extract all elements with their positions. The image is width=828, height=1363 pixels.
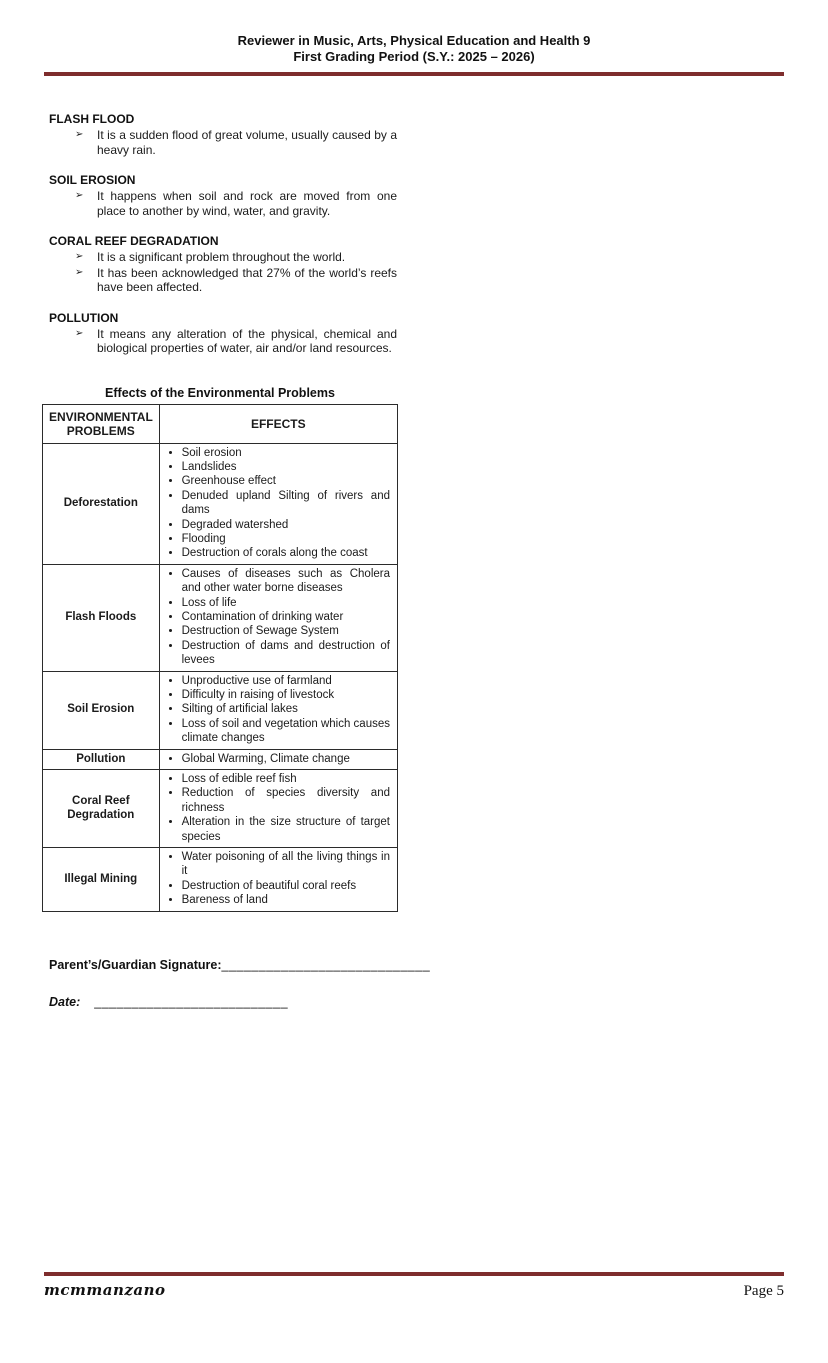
arrow-bullet-icon: ➢ (75, 266, 84, 278)
section-title: CORAL REEF DEGRADATION (49, 234, 219, 248)
effects-list (165, 567, 392, 668)
arrow-bullet-icon: ➢ (75, 327, 84, 339)
effects-list (165, 850, 392, 908)
signature-blank-line: ____________________________ (221, 957, 431, 972)
signature-label: Parent’s/Guardian Signature: (49, 957, 222, 972)
effects-table-section (0, 386, 828, 912)
table-head (43, 404, 398, 443)
footer-rule (44, 1272, 784, 1276)
effects-table (42, 404, 398, 912)
effect-item: • Loss of edible reef fish (182, 772, 392, 786)
page-number: Page 5 (743, 1283, 784, 1299)
effect-item: • Loss of soil and vegetation which causes climate changes (182, 717, 392, 746)
effect-item: • Greenhouse effect (182, 474, 392, 488)
section-title: SOIL EROSION (49, 173, 136, 187)
effects-cell (159, 770, 397, 848)
effect-item: • Destruction of Sewage System (182, 624, 392, 638)
effects-list (165, 772, 392, 844)
section-flash-flood (49, 112, 397, 157)
bullet-text: It has been acknowledged that 27% of the world’s reefs have been affected. (97, 265, 397, 294)
bullet-text: It happens when soil and rock are moved from one place to another by wind, water, and gravity. (97, 189, 397, 218)
column-header-problems: ENVIRONMENTAL PROBLEMS (43, 404, 160, 443)
date-label: Date: (49, 994, 81, 1009)
column-header-effects: EFFECTS (159, 404, 397, 443)
effect-item: • Reduction of species diversity and richness (182, 786, 392, 815)
table-row (43, 848, 398, 912)
problem-cell: Pollution (43, 749, 160, 769)
date-line (49, 995, 828, 1009)
bullet-point (49, 266, 397, 295)
table-row (43, 671, 398, 749)
effect-item: • Global Warming, Climate change (182, 752, 392, 766)
page-header (0, 0, 828, 65)
author-signature: mcmmanzano (44, 1281, 166, 1299)
effect-item: • Difficulty in raising of livestock (182, 688, 392, 702)
effects-cell (159, 671, 397, 749)
effect-item: • Alteration in the size structure of target species (182, 815, 392, 844)
effect-item: • Silting of artificial lakes (182, 702, 392, 716)
table-header-row (43, 404, 398, 443)
effect-item: • Unproductive use of farmland (182, 674, 392, 688)
section-title: FLASH FLOOD (49, 112, 135, 126)
document-content (49, 76, 397, 356)
bullet-text: It is a sudden flood of great volume, usually caused by a heavy rain. (97, 128, 397, 157)
effects-list (165, 674, 392, 746)
problem-cell: Flash Floods (43, 564, 160, 671)
arrow-bullet-icon: ➢ (75, 190, 84, 201)
arrow-bullet-icon: ➢ (75, 129, 84, 140)
page-footer (44, 1272, 784, 1300)
problem-cell: Deforestation (43, 443, 160, 564)
parent-signature-line (49, 958, 828, 972)
effects-list (165, 752, 392, 766)
table-row (43, 564, 398, 671)
effect-item: • Causes of diseases such as Cholera and other water borne diseases (182, 567, 392, 596)
table-title: Effects of the Environmental Problems (105, 385, 335, 400)
table-row (43, 770, 398, 848)
footer-row (44, 1281, 784, 1300)
bullet-text: It means any alteration of the physical, chemical and biological properties of water, air and/or land resources. (97, 326, 397, 355)
date-blank-line: __________________________ (94, 994, 289, 1009)
effect-item: • Loss of life (182, 596, 392, 610)
effect-item: • Landslides (182, 460, 392, 474)
section-pollution (49, 311, 397, 356)
effects-cell (159, 848, 397, 912)
table-body (43, 443, 398, 911)
table-row (43, 443, 398, 564)
arrow-bullet-icon: ➢ (75, 251, 84, 262)
section-title: POLLUTION (49, 310, 119, 325)
effects-cell (159, 749, 397, 769)
table-row (43, 749, 398, 769)
effect-item: • Destruction of beautiful coral reefs (182, 879, 392, 893)
effect-item: • Water poisoning of all the living things in it (182, 850, 392, 879)
effect-item: • Contamination of drinking water (182, 610, 392, 624)
problem-cell: Soil Erosion (43, 671, 160, 749)
effect-item: • Destruction of dams and destruction of levees (182, 639, 392, 668)
section-coral-reef-degradation (49, 234, 397, 295)
problem-cell: Illegal Mining (43, 848, 160, 912)
bullet-point (49, 128, 397, 157)
effects-list (165, 446, 392, 561)
effect-item: • Flooding (182, 532, 392, 546)
header-title-line2: First Grading Period (S.Y.: 2025 – 2026) (293, 49, 535, 64)
bullet-point (49, 189, 397, 218)
bullet-point (49, 327, 397, 356)
section-soil-erosion (49, 173, 397, 218)
bullet-point (49, 250, 397, 265)
effect-item: • Destruction of corals along the coast (182, 546, 392, 560)
effect-item: • Soil erosion (182, 446, 392, 460)
effect-item: • Denuded upland Silting of rivers and dams (182, 489, 392, 518)
bullet-text: It is a significant problem throughout the world. (97, 250, 346, 264)
problem-cell: Coral Reef Degradation (43, 770, 160, 848)
effect-item: • Bareness of land (182, 893, 392, 907)
effect-item: • Degraded watershed (182, 518, 392, 532)
header-title-line1: Reviewer in Music, Arts, Physical Education and Health 9 (237, 33, 591, 48)
effects-cell (159, 443, 397, 564)
effects-cell (159, 564, 397, 671)
